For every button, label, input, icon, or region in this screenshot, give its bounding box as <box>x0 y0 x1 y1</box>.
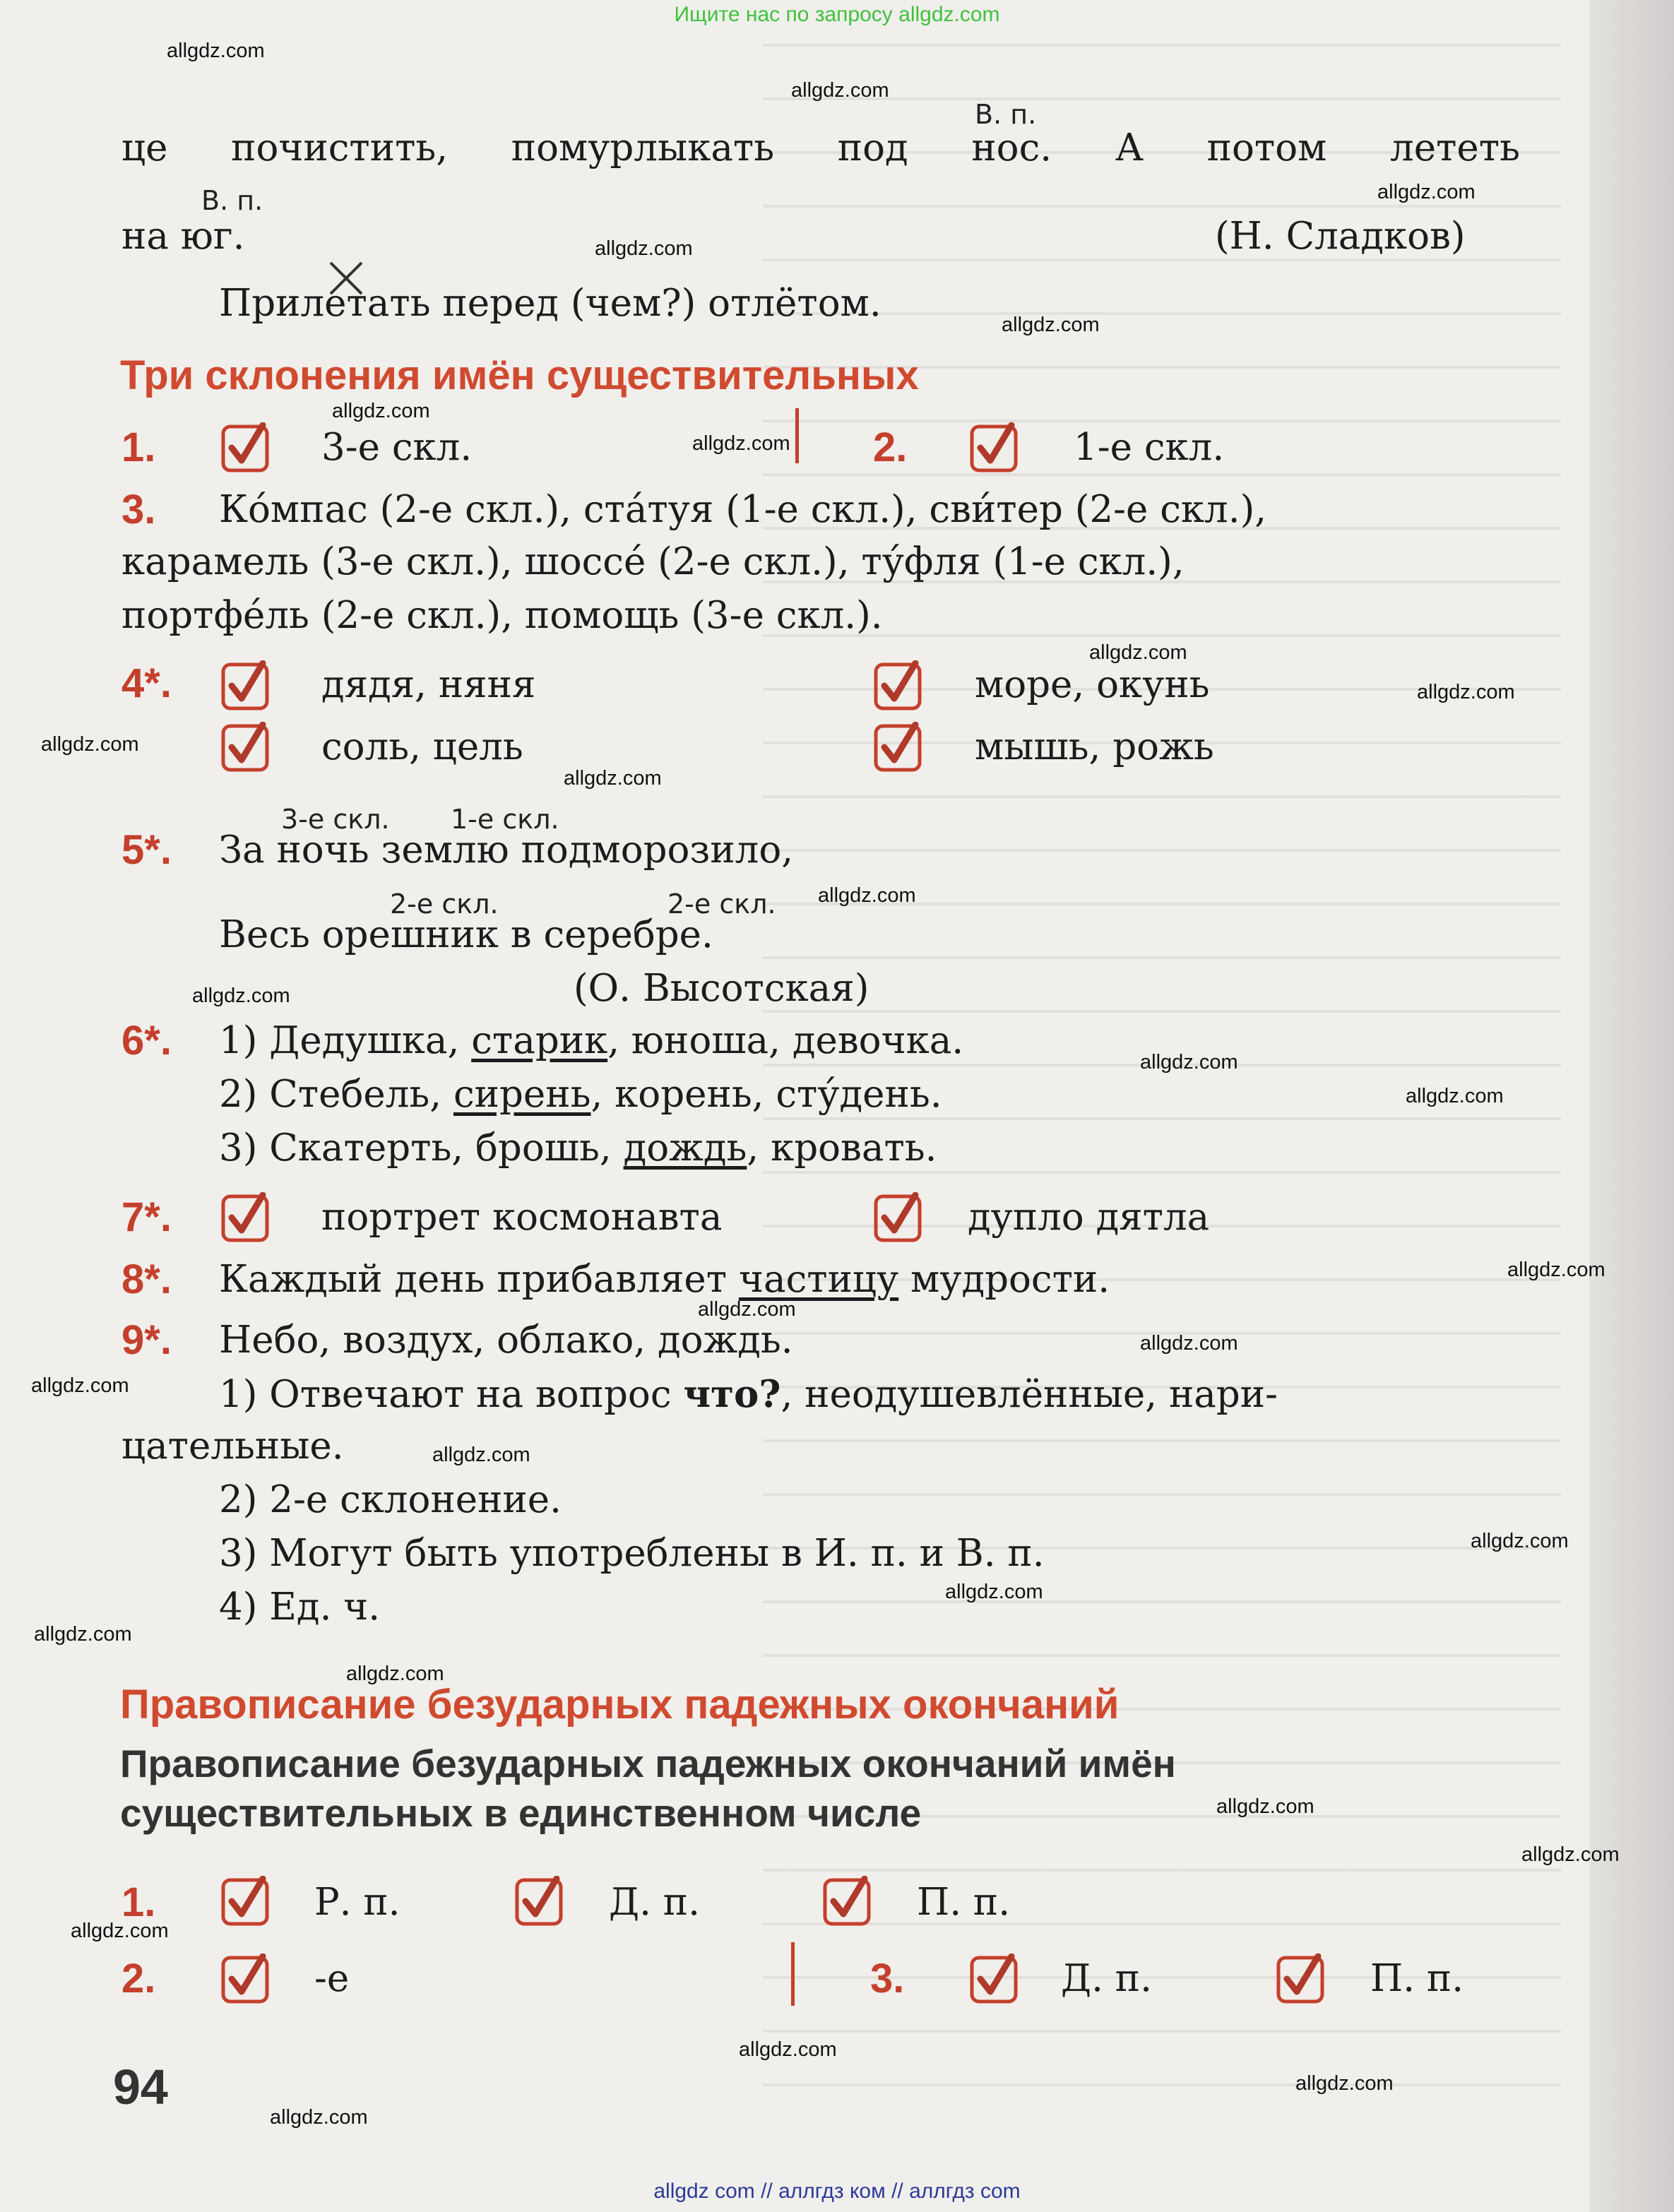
note-declension: 2-е скл. <box>390 888 499 920</box>
watermark: allgdz.com <box>1471 1530 1569 1552</box>
exercise-number: 3. <box>121 487 156 533</box>
section-subtitle: Правописание безударных падежных окончаний имён <box>120 1742 1176 1785</box>
checked-box-icon <box>220 422 271 473</box>
answer-segment: , юноша, девочка. <box>607 1019 964 1062</box>
checked-box-icon <box>969 422 1020 473</box>
answer-text: соль, цель <box>321 725 523 768</box>
intro-word: почистить, <box>231 126 449 170</box>
watermark: allgdz.com <box>346 1663 444 1685</box>
answer-line: цательные. <box>121 1425 344 1468</box>
checked-box-icon <box>220 722 271 773</box>
answer-text: 3-е скл. <box>321 426 473 469</box>
watermark: allgdz.com <box>1295 2072 1394 2095</box>
watermark: allgdz.com <box>564 767 662 790</box>
checked-box-icon <box>873 660 924 711</box>
answer-segment: 2) Стебель, <box>219 1073 453 1116</box>
watermark: allgdz.com <box>1417 681 1515 703</box>
watermark: allgdz.com <box>432 1444 530 1466</box>
intro-word: лететь <box>1390 126 1520 170</box>
answer-text: 1-е скл. <box>1074 426 1225 469</box>
watermark: allgdz.com <box>739 2038 837 2061</box>
checked-box-icon <box>514 1876 565 1927</box>
checked-box-icon <box>873 722 924 773</box>
watermark: allgdz.com <box>71 1920 169 1942</box>
checked-box-icon <box>1276 1954 1326 2004</box>
section-subtitle: существительных в единственном числе <box>120 1791 922 1835</box>
column-divider <box>795 408 799 463</box>
underlined-word: старик <box>471 1019 608 1062</box>
underlined-word: дождь <box>623 1126 747 1170</box>
column-divider <box>791 1942 795 2006</box>
answer-line: 3) Могут быть употреблены в И. п. и В. п. <box>219 1532 1045 1575</box>
watermark: allgdz.com <box>818 884 916 907</box>
watermark: allgdz.com <box>791 79 889 102</box>
watermark: allgdz.com <box>1216 1795 1314 1818</box>
answer-segment: , неодушевлённые, нари- <box>780 1373 1278 1416</box>
answer-line <box>219 1259 1110 1301</box>
answer-line: портфе́ль (2-е скл.), помощь (3-е скл.). <box>121 594 883 637</box>
exercise-number: 7*. <box>121 1194 172 1240</box>
watermark: allgdz.com <box>1406 1085 1504 1107</box>
answer-line <box>219 1373 1278 1416</box>
checked-box-icon <box>969 1954 1020 2004</box>
watermark: allgdz.com <box>1002 314 1100 336</box>
exercise-number: 1. <box>121 1879 156 1925</box>
exercise-number: 6*. <box>121 1018 172 1064</box>
exercise-number: 3. <box>870 1956 905 2002</box>
bold-word: что? <box>683 1372 781 1416</box>
underlined-word: частицу <box>738 1258 899 1301</box>
answer-text: дупло дятла <box>968 1196 1210 1239</box>
watermark: allgdz.com <box>34 1623 132 1646</box>
intro-source: (Н. Сладков) <box>1215 215 1466 258</box>
answer-line <box>219 1074 942 1116</box>
section-title: Три склонения имён существительных <box>120 352 919 398</box>
watermark: allgdz.com <box>41 733 139 756</box>
watermark: allgdz.com <box>1507 1259 1605 1281</box>
watermark: allgdz.com <box>698 1298 796 1321</box>
answer-line <box>219 1020 963 1062</box>
answer-text: море, окунь <box>975 663 1210 706</box>
answer-line <box>219 1127 937 1170</box>
watermark: allgdz.com <box>31 1374 129 1397</box>
exercise-number: 9*. <box>121 1317 172 1363</box>
answer-segment: , корень, сту́день. <box>590 1073 942 1116</box>
bottom-banner: allgdz com // аллгдз ком // аллгдз com <box>653 2180 1021 2203</box>
note-vp: В. п. <box>201 185 263 216</box>
watermark: allgdz.com <box>270 2106 368 2129</box>
note-declension: 3-е скл. <box>281 804 390 835</box>
watermark: allgdz.com <box>692 432 790 455</box>
answer-segment: мудрости. <box>898 1258 1110 1301</box>
watermark: allgdz.com <box>1140 1332 1238 1355</box>
answer-text: мышь, рожь <box>975 725 1214 768</box>
exercise-number: 2. <box>121 1956 156 2002</box>
watermark: allgdz.com <box>192 985 290 1007</box>
watermark: allgdz.com <box>332 400 430 422</box>
watermark: allgdz.com <box>595 237 693 260</box>
answer-line: 4) Ед. ч. <box>219 1586 381 1629</box>
checked-box-icon <box>873 1192 924 1243</box>
answer-text: П. п. <box>917 1881 1011 1924</box>
answer-line: карамель (3-е скл.), шоссе́ (2-е скл.), ту́фля (1-е скл.), <box>121 540 1185 583</box>
answer-segment: 3) Скатерть, брошь, <box>219 1126 624 1170</box>
answer-segment: Каждый день прибавляет <box>219 1258 739 1301</box>
answer-segment: 1) Дедушка, <box>219 1019 472 1062</box>
answer-line: Ко́мпас (2-е скл.), ста́туя (1-е скл.), сви́тер (2-е скл.), <box>219 488 1267 531</box>
answer-text: дядя, няня <box>321 663 536 706</box>
note-vp: В. п. <box>975 99 1037 130</box>
watermark: allgdz.com <box>1377 181 1476 203</box>
underlined-word: сирень <box>453 1073 591 1116</box>
page-edge-shadow <box>1589 0 1674 2212</box>
answer-text: портрет космонавта <box>321 1196 723 1239</box>
checked-box-icon <box>220 660 271 711</box>
answer-text: -е <box>314 1957 350 2000</box>
exercise-number: 2. <box>873 424 908 470</box>
answer-text: Д. п. <box>1061 1957 1152 2000</box>
answer-line: Небо, воздух, облако, дождь. <box>219 1319 793 1362</box>
top-banner: Ищите нас по запросу allgdz.com <box>674 3 1000 26</box>
intro-line-1 <box>121 127 1520 170</box>
watermark: allgdz.com <box>167 40 265 62</box>
checked-box-icon <box>220 1876 271 1927</box>
poem-line: За ночь землю подморозило, <box>219 828 794 872</box>
exercise-number: 4*. <box>121 660 172 706</box>
exercise-number: 5*. <box>121 827 172 873</box>
intro-line-3: Прилетать перед (чем?) отлётом. <box>219 282 881 325</box>
checked-box-icon <box>220 1954 271 2004</box>
intro-line-2: на юг. <box>121 215 245 258</box>
exercise-number: 8*. <box>121 1256 172 1302</box>
checked-box-icon <box>220 1192 271 1243</box>
intro-word: А <box>1115 126 1144 170</box>
poem-line: Весь орешник в серебре. <box>219 913 713 956</box>
section-title: Правописание безударных падежных окончаний <box>120 1682 1120 1728</box>
intro-word: це <box>121 126 168 170</box>
poem-source: (О. Высотская) <box>574 967 869 1010</box>
answer-segment: 1) Отвечают на вопрос <box>219 1373 684 1416</box>
answer-text: Д. п. <box>609 1881 700 1924</box>
watermark: allgdz.com <box>1140 1051 1238 1074</box>
intro-word: потом <box>1206 126 1327 170</box>
note-declension: 1-е скл. <box>451 804 559 835</box>
intro-word: под <box>837 126 908 170</box>
checked-box-icon <box>822 1876 873 1927</box>
watermark: allgdz.com <box>1089 641 1187 664</box>
watermark: allgdz.com <box>1521 1843 1620 1866</box>
page-number: 94 <box>113 2059 168 2115</box>
answer-line: 2) 2-е склонение. <box>219 1478 562 1521</box>
note-declension: 2-е скл. <box>667 888 776 920</box>
watermark: allgdz.com <box>945 1581 1043 1603</box>
answer-text: П. п. <box>1370 1957 1464 2000</box>
exercise-number: 1. <box>121 424 156 470</box>
answer-segment: , кровать. <box>747 1126 937 1170</box>
answer-text: Р. п. <box>314 1881 400 1924</box>
intro-word: нос. <box>971 126 1052 170</box>
intro-word: помурлыкать <box>511 126 775 170</box>
